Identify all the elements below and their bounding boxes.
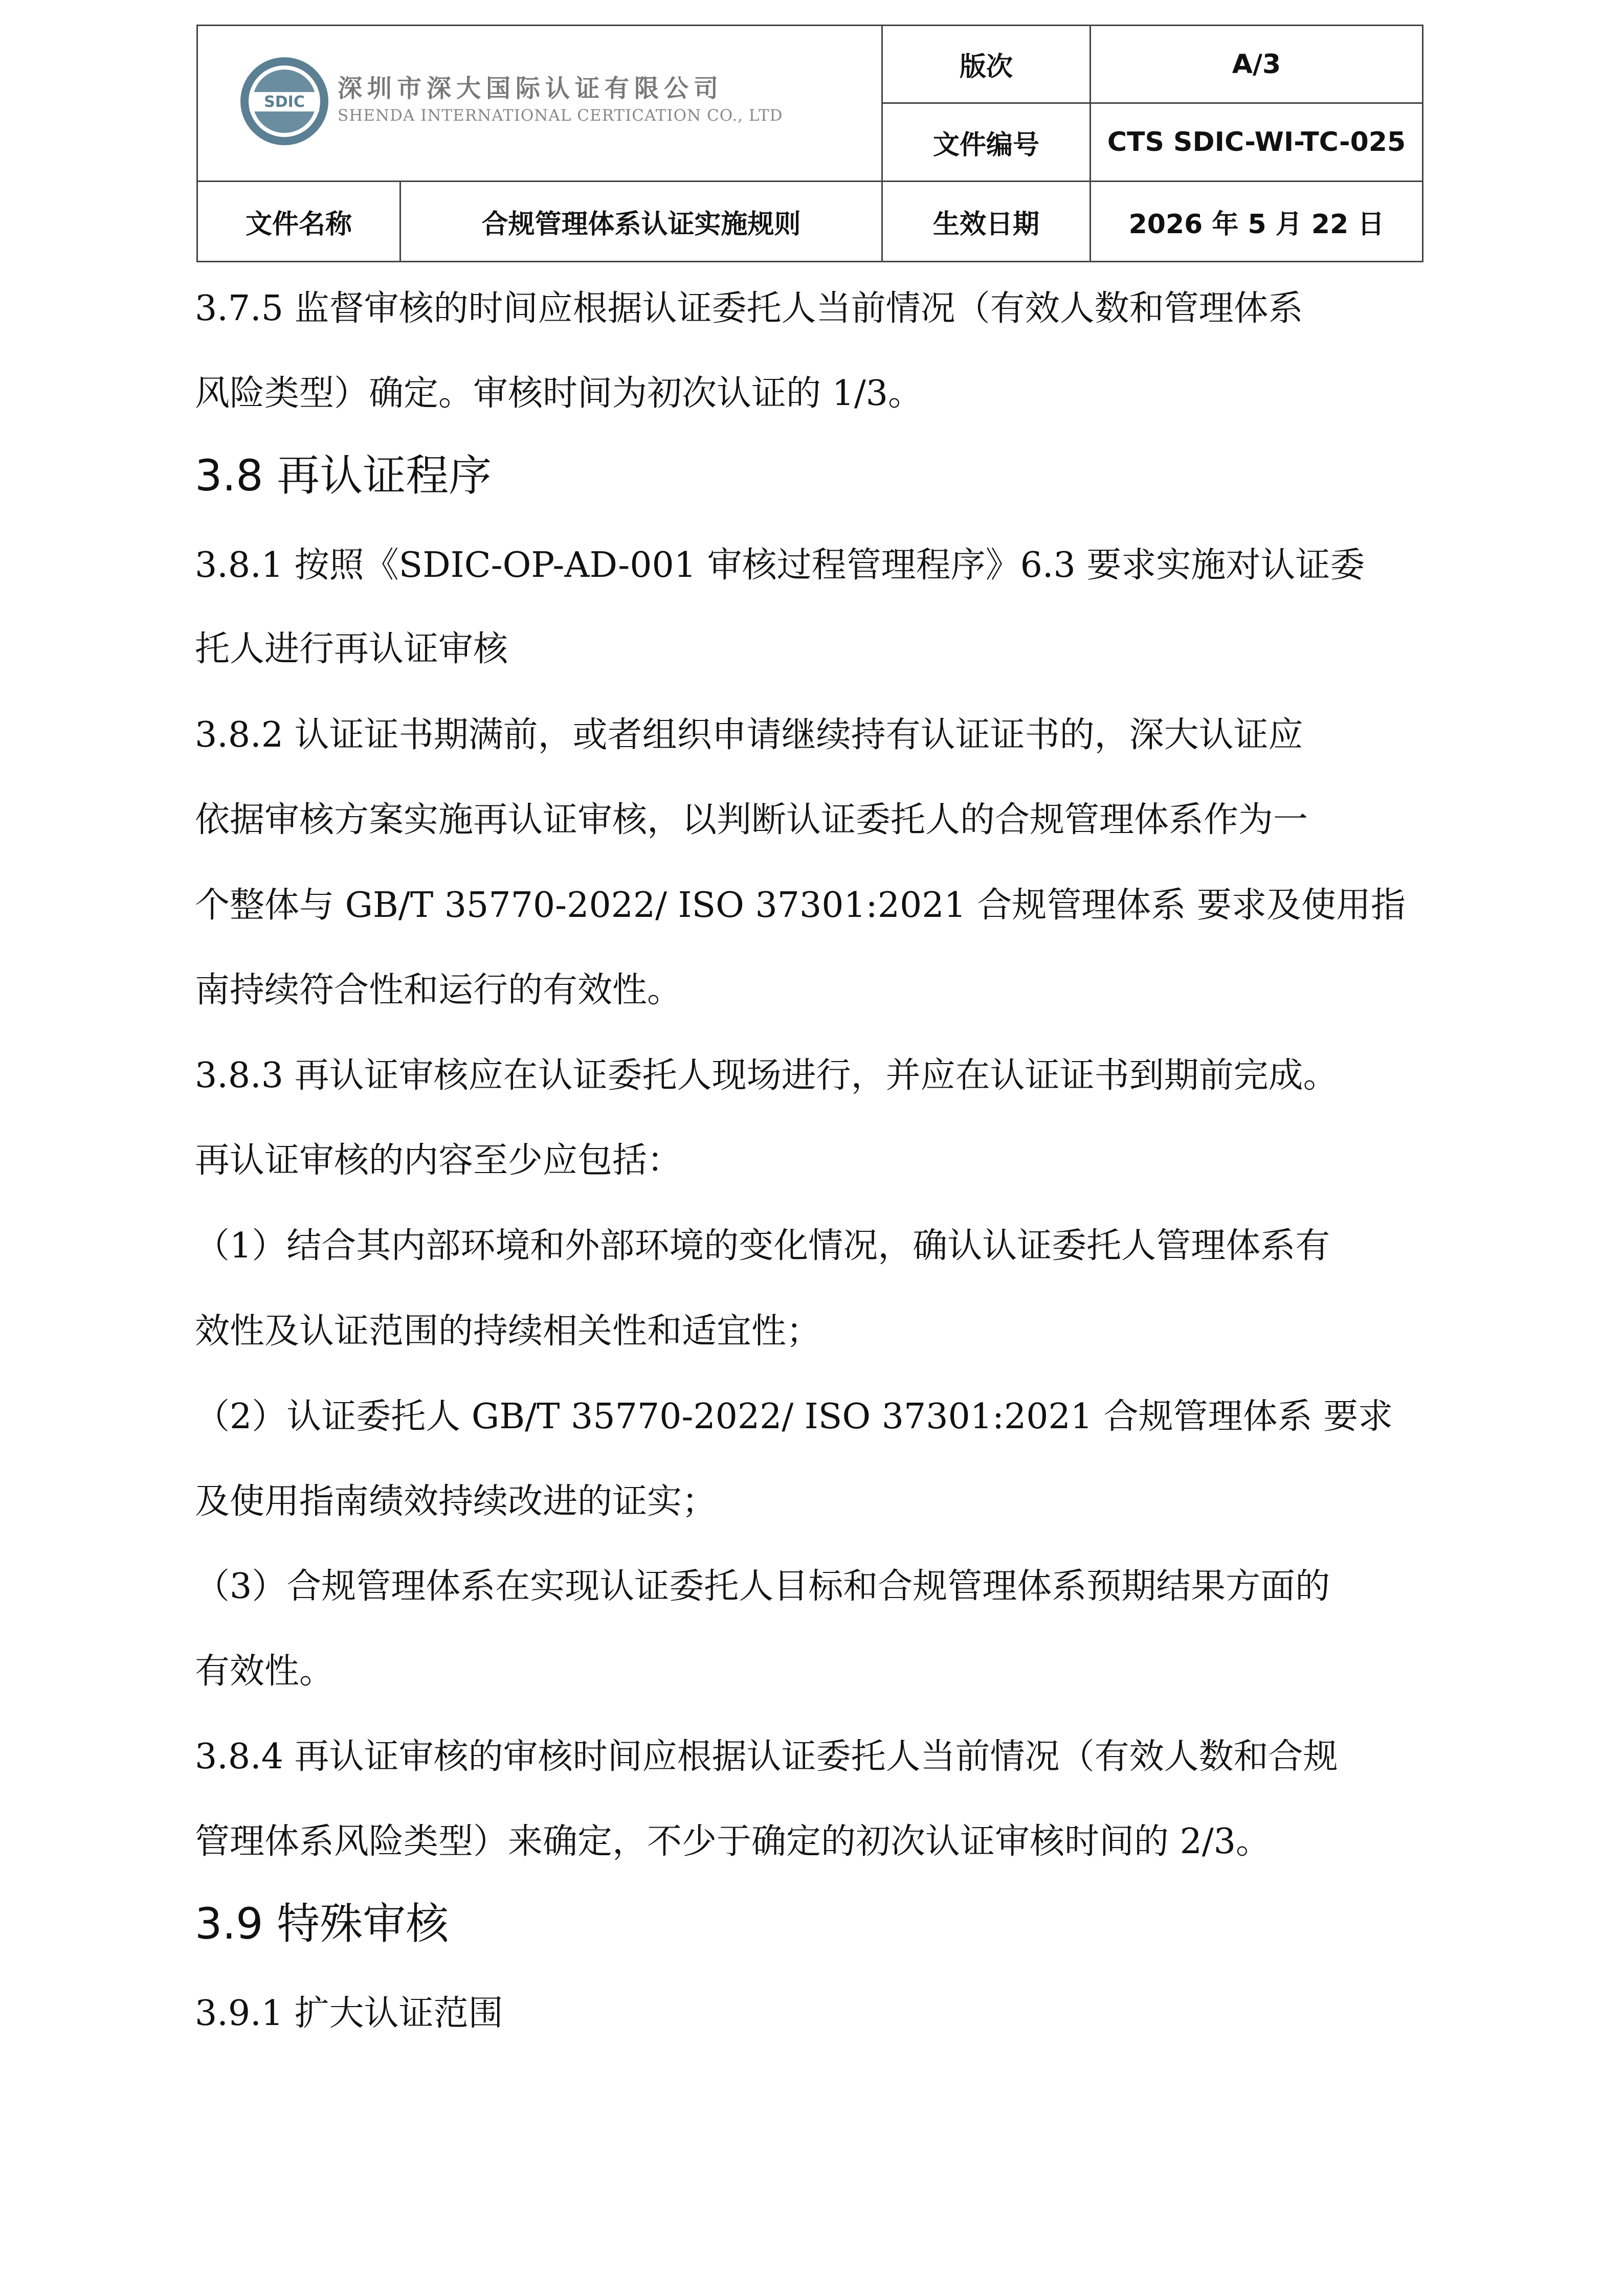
para-3-8-4-line-1: 3.8.4 再认证审核的审核时间应根据认证委托人当前情况（有效人数和合规	[195, 1737, 1338, 1777]
para-3-8-2-line-2: 依据审核方案实施再认证审核，以判断认证委托人的合规管理体系作为一	[195, 800, 1308, 840]
doc-name-label: 文件名称	[245, 209, 352, 240]
para-3-8-2-line-3: 个整体与 GB/T 35770-2022/ ISO 37301:2021 合规管理体系 要求及使用指	[195, 885, 1406, 926]
para-3-8-3-line-1: 3.8.3 再认证审核应在认证委托人现场进行，并应在认证证书到期前完成。	[195, 1055, 1338, 1096]
list-item-3-line-1: （3）合规管理体系在实现认证委托人目标和合规管理体系预期结果方面的	[195, 1566, 1330, 1607]
section-heading-3-8: 3.8 再认证程序	[195, 451, 492, 501]
para-3-8-3-line-2: 再认证审核的内容至少应包括：	[195, 1140, 682, 1181]
list-item-3-line-2: 有效性。	[195, 1651, 335, 1692]
logo-text: SDIC	[264, 93, 305, 111]
para-3-8-1-line-2: 托人进行再认证审核	[195, 629, 508, 669]
effective-date-value: 2026 年 5 月 22 日	[1128, 209, 1385, 240]
section-heading-3-9: 3.9 特殊审核	[195, 1899, 449, 1949]
para-3-8-4-line-2: 管理体系风险类型）来确定，不少于确定的初次认证审核时间的 2/3。	[195, 1821, 1271, 1862]
docno-label: 文件编号	[932, 129, 1039, 161]
document-header-table	[196, 25, 1423, 262]
para-3-7-5-line-2: 风险类型）确定。审核时间为初次认证的 1/3。	[195, 373, 923, 414]
company-logo-icon	[238, 55, 330, 147]
list-item-2-line-2: 及使用指南绩效持续改进的证实；	[195, 1481, 717, 1522]
table-border-bottom	[196, 261, 1423, 262]
para-3-8-2-line-4: 南持续符合性和运行的有效性。	[195, 970, 682, 1010]
doc-name-value: 合规管理体系认证实施规则	[481, 209, 801, 240]
para-3-8-2-line-1: 3.8.2 认证证书期满前，或者组织申请继续持有认证证书的，深大认证应	[195, 715, 1303, 755]
version-label: 版次	[959, 52, 1013, 82]
list-item-1-line-2: 效性及认证范围的持续相关性和适宜性；	[195, 1311, 821, 1352]
company-name-en: SHENDA INTERNATIONAL CERTICATION CO., LTD	[338, 106, 783, 125]
effective-date-label: 生效日期	[932, 209, 1039, 240]
list-item-2-line-1: （2）认证委托人 GB/T 35770-2022/ ISO 37301:2021 合规管理体系 要求	[195, 1397, 1393, 1437]
para-3-8-1-line-1: 3.8.1 按照《SDIC-OP-AD-001 审核过程管理程序》6.3 要求实施对认证委	[195, 545, 1365, 586]
docno-value: CTS SDIC-WI-TC-025	[1107, 127, 1406, 157]
company-name-cn: 深圳市深大国际认证有限公司	[338, 74, 724, 103]
para-3-9-1: 3.9.1 扩大认证范围	[195, 1993, 503, 2034]
list-item-1-line-1: （1）结合其内部环境和外部环境的变化情况，确认认证委托人管理体系有	[195, 1226, 1330, 1266]
version-value: A/3	[1232, 49, 1281, 80]
table-border-right	[1422, 25, 1423, 262]
para-3-7-5-line-1: 3.7.5 监督审核的时间应根据认证委托人当前情况（有效人数和管理体系	[195, 288, 1303, 329]
